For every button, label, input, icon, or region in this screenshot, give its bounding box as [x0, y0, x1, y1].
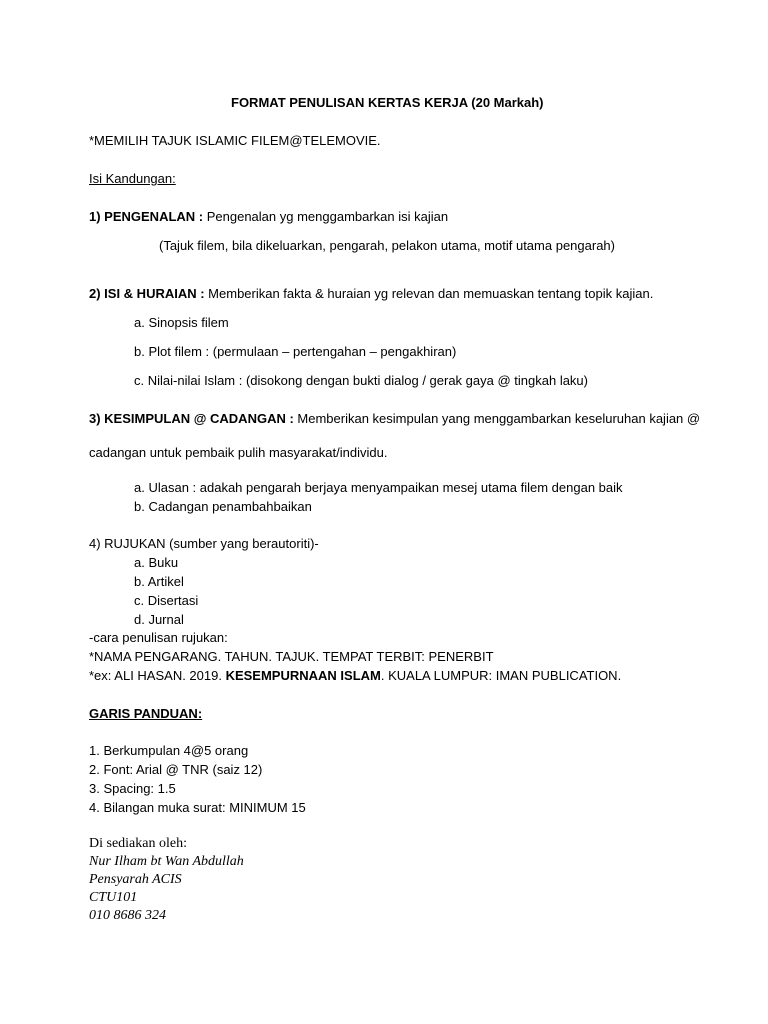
section-content-text: Memberikan fakta & huraian yg relevan dan memuaskan tentang topik kajian.	[204, 286, 654, 301]
reference-method: -cara penulisan rujukan:	[89, 630, 228, 645]
section-content	[89, 286, 653, 302]
list-item: a. Buku	[134, 555, 179, 570]
list-item: 4. Bilangan muka surat: MINIMUM 15	[89, 800, 306, 815]
topic-note: *MEMILIH TAJUK ISLAMIC FILEM@TELEMOVIE.	[89, 133, 381, 148]
reference-example-pre: *ex: ALI HASAN. 2019.	[89, 668, 226, 683]
list-item: a. Ulasan : adakah pengarah berjaya menyampaikan mesej utama filem dengan baik	[134, 480, 623, 495]
prepared-by-name: Nur Ilham bt Wan Abdullah	[89, 854, 244, 869]
page-title: FORMAT PENULISAN KERTAS KERJA (20 Markah)	[231, 95, 544, 110]
section-intro-detail: (Tajuk filem, bila dikeluarkan, pengarah, pelakon utama, motif utama pengarah)	[159, 238, 615, 253]
section-conclusion-text: Memberikan kesimpulan yang menggambarkan keseluruhan kajian @	[293, 411, 701, 426]
list-item: b. Artikel	[134, 574, 184, 589]
list-item: 2. Font: Arial @ TNR (saiz 12)	[89, 762, 263, 777]
reference-example-post: . KUALA LUMPUR: IMAN PUBLICATION.	[380, 668, 622, 683]
prepared-by-phone: 010 8686 324	[89, 908, 166, 923]
prepared-by-label: Di sediakan oleh:	[89, 836, 187, 851]
list-item: b. Plot filem : (permulaan – pertengahan – pengakhiran)	[134, 344, 457, 359]
section-conclusion-label: 3) KESIMPULAN @ CADANGAN :	[89, 411, 294, 426]
section-content-label: 2) ISI & HURAIAN :	[89, 286, 205, 301]
list-item: c. Nilai-nilai Islam : (disokong dengan bukti dialog / gerak gaya @ tingkah laku)	[134, 373, 588, 388]
section-conclusion	[89, 411, 700, 427]
reference-format: *NAMA PENGARANG. TAHUN. TAJUK. TEMPAT TERBIT: PENERBIT	[89, 649, 494, 664]
section-intro-text: Pengenalan yg menggambarkan isi kajian	[203, 209, 449, 224]
contents-heading: Isi Kandungan:	[89, 171, 176, 186]
list-item: 1. Berkumpulan 4@5 orang	[89, 743, 249, 758]
guidelines-heading: GARIS PANDUAN:	[89, 706, 203, 721]
list-item: d. Jurnal	[134, 612, 184, 627]
reference-example	[89, 668, 621, 684]
list-item: 3. Spacing: 1.5	[89, 781, 176, 796]
section-references-label: 4) RUJUKAN (sumber yang berautoriti)-	[89, 536, 319, 551]
list-item: a. Sinopsis filem	[134, 315, 229, 330]
section-intro-label: 1) PENGENALAN :	[89, 209, 204, 224]
section-conclusion-text2: cadangan untuk pembaik pulih masyarakat/individu.	[89, 445, 388, 460]
list-item: b. Cadangan penambahbaikan	[134, 499, 312, 514]
prepared-by-position: Pensyarah ACIS	[89, 872, 182, 887]
reference-example-title: KESEMPURNAAN ISLAM	[225, 668, 381, 683]
prepared-by-course: CTU101	[89, 890, 138, 905]
list-item: c. Disertasi	[134, 593, 199, 608]
section-intro	[89, 209, 448, 225]
